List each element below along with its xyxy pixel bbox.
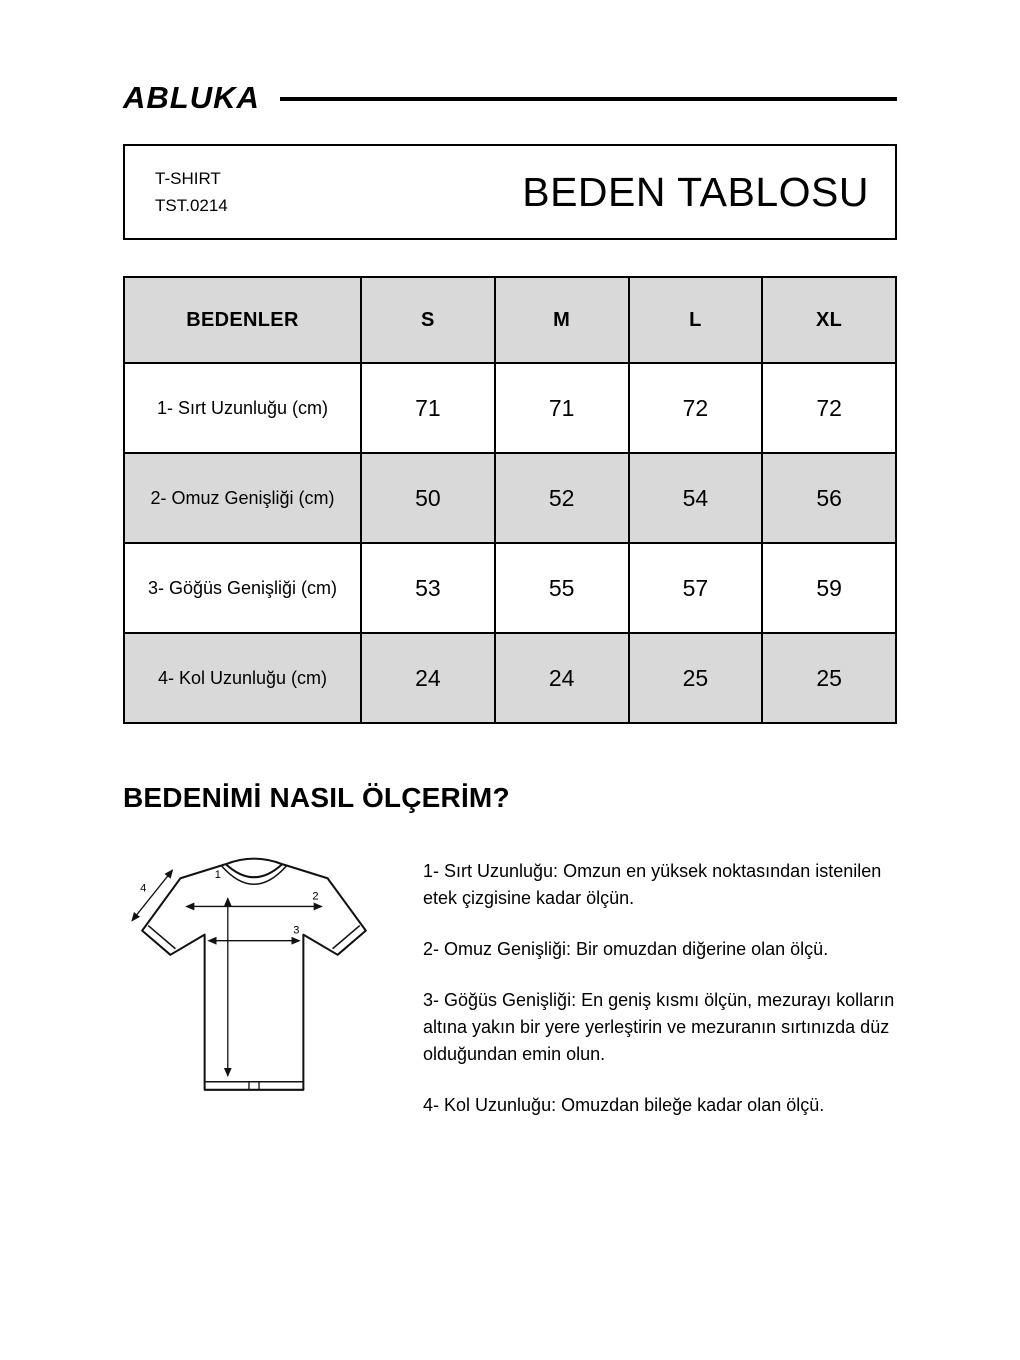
diagram-label-4: 4 xyxy=(140,882,147,895)
instructions xyxy=(423,846,897,1143)
value-cell: 52 xyxy=(495,453,629,543)
logo-row xyxy=(123,80,897,116)
value-cell: 72 xyxy=(629,363,763,453)
diagram-label-3: 3 xyxy=(293,924,300,937)
instruction-shoulder-width: 2- Omuz Genişliği: Bir omuzdan diğerine olan ölçü. xyxy=(423,939,829,959)
value-cell: 71 xyxy=(361,363,495,453)
left-cuff-line xyxy=(148,926,175,949)
tshirt-outline xyxy=(142,864,366,1090)
row-label-chest-width: 3- Göğüs Genişliği (cm) xyxy=(124,543,361,633)
value-cell: 54 xyxy=(629,453,763,543)
value-cell: 24 xyxy=(495,633,629,723)
column-header-xl: XL xyxy=(762,277,896,363)
column-header-s: S xyxy=(361,277,495,363)
tshirt-diagram xyxy=(123,846,385,1116)
value-cell: 71 xyxy=(495,363,629,453)
product-name: T-SHIRT xyxy=(155,168,221,188)
value-cell: 57 xyxy=(629,543,763,633)
value-cell: 59 xyxy=(762,543,896,633)
diagram-label-1: 1 xyxy=(214,869,221,882)
hem-tag xyxy=(249,1082,259,1090)
brand-logo: ABLUKA xyxy=(123,80,260,115)
measure-arrow-4 xyxy=(132,870,172,920)
column-header-m: M xyxy=(495,277,629,363)
row-label-back-length: 1- Sırt Uzunluğu (cm) xyxy=(124,363,361,453)
column-header-l: L xyxy=(629,277,763,363)
table-row xyxy=(124,633,896,723)
product-info xyxy=(155,165,228,219)
table-row xyxy=(124,543,896,633)
column-header-bedenler: BEDENLER xyxy=(124,277,361,363)
value-cell: 50 xyxy=(361,453,495,543)
header-box xyxy=(123,144,897,240)
value-cell: 25 xyxy=(762,633,896,723)
collar-neckline-arc xyxy=(226,864,282,877)
row-label-shoulder-width: 2- Omuz Genişliği (cm) xyxy=(124,453,361,543)
value-cell: 53 xyxy=(361,543,495,633)
instruction-back-length: 1- Sırt Uzunluğu: Omzun en yüksek noktasından istenilen etek çizgisine kadar ölçün. xyxy=(423,861,882,908)
table-row xyxy=(124,363,896,453)
table-row xyxy=(124,453,896,543)
instruction-sleeve-length: 4- Kol Uzunluğu: Omuzdan bileğe kadar olan ölçü. xyxy=(423,1095,825,1115)
collar-back-arc xyxy=(226,859,282,865)
instruction-chest-width: 3- Göğüs Genişliği: En geniş kısmı ölçün, mezurayı kolların altına yakın bir yere yerleştirin ve mezuranın sırtınızda düz olduğundan emin olun. xyxy=(423,990,895,1064)
value-cell: 72 xyxy=(762,363,896,453)
value-cell: 55 xyxy=(495,543,629,633)
diagram-label-2: 2 xyxy=(312,890,319,903)
size-table-header-row xyxy=(124,277,896,363)
page-title: BEDEN TABLOSU xyxy=(522,168,869,215)
right-cuff-line xyxy=(333,926,360,949)
size-table xyxy=(123,276,897,724)
value-cell: 24 xyxy=(361,633,495,723)
product-code: TST.0214 xyxy=(155,196,228,215)
row-label-sleeve-length: 4- Kol Uzunluğu (cm) xyxy=(124,633,361,723)
diagram-wrap xyxy=(123,846,423,1143)
how-to-heading: BEDENİMİ NASIL ÖLÇERİM? xyxy=(123,782,510,813)
value-cell: 56 xyxy=(762,453,896,543)
how-to-section xyxy=(123,846,897,1143)
logo-divider-line xyxy=(280,97,897,101)
value-cell: 25 xyxy=(629,633,763,723)
